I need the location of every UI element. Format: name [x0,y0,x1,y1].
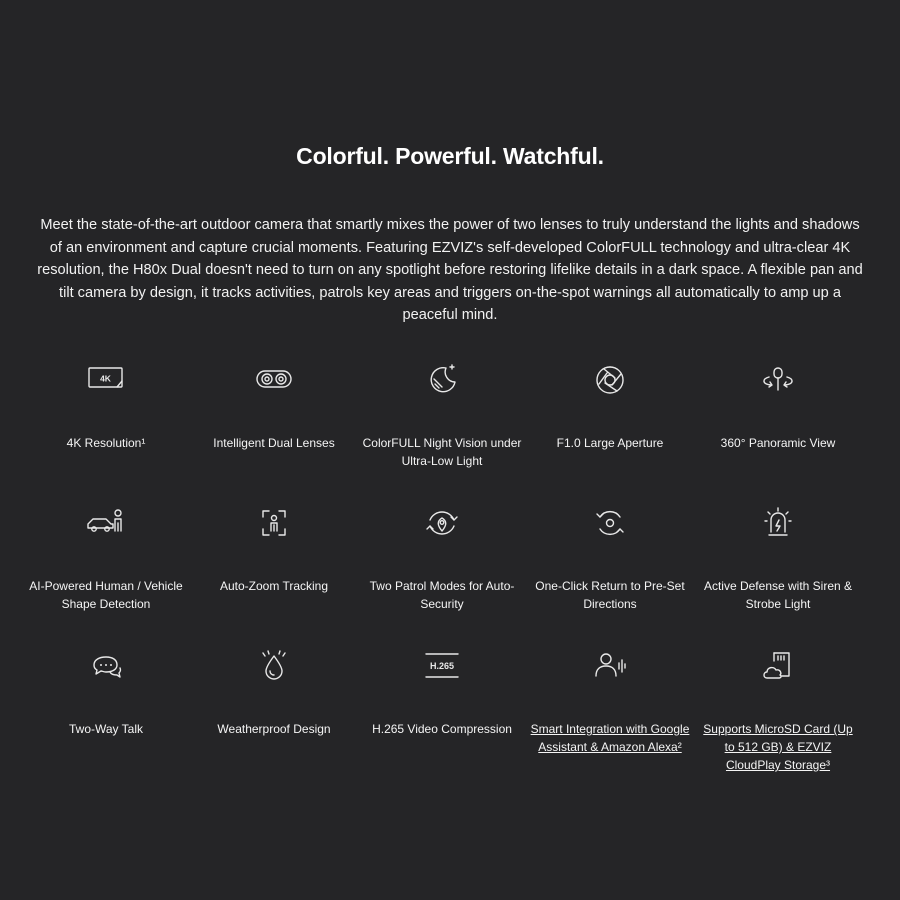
feature-grid [22,360,862,789]
feature-label: Active Defense with Siren & Strobe Light [703,579,853,611]
return-preset-icon [590,503,630,543]
feature-label: ColorFULL Night Vision under Ultra-Low Light [362,436,522,468]
h265-compression-icon [422,646,462,686]
feature-item-auto-zoom [190,503,358,646]
night-vision-moon-icon [422,360,462,400]
feature-item-two-way-talk [22,646,190,789]
feature-label: 360° Panoramic View [720,436,836,450]
feature-item-aperture [526,360,694,503]
svg-text:H.265: H.265 [429,661,455,671]
feature-item-h265 [358,646,526,789]
aperture-icon [590,360,630,400]
siren-strobe-icon [758,503,798,543]
4k-resolution-icon [86,360,126,400]
feature-item-night-vision [358,360,526,503]
feature-label: One-Click Return to Pre-Set Directions [535,579,685,611]
section-title: Colorful. Powerful. Watchful. [296,143,604,169]
microsd-cloud-icon [758,646,798,686]
auto-zoom-tracking-icon [254,503,294,543]
feature-item-patrol [358,503,526,646]
two-way-talk-icon [86,646,126,686]
panoramic-360-icon [758,360,798,400]
feature-label: F1.0 Large Aperture [556,436,664,450]
feature-label: H.265 Video Compression [372,722,512,736]
feature-label: Two Patrol Modes for Auto-Security [369,579,515,611]
feature-label: AI-Powered Human / Vehicle Shape Detection [29,579,183,611]
feature-label: 4K Resolution¹ [66,436,146,450]
voice-assistant-link[interactable]: Smart Integration with Google Assistant & Amazon Alexa² [530,722,690,754]
feature-item-dual-lenses [190,360,358,503]
feature-item-panoramic [694,360,862,503]
feature-item-voice-assistant[interactable] [526,646,694,789]
feature-label: Auto-Zoom Tracking [219,579,329,593]
feature-label: Intelligent Dual Lenses [213,436,335,450]
feature-label: Weatherproof Design [217,722,331,736]
dual-lens-icon [254,360,294,400]
patrol-modes-icon [422,503,462,543]
storage-link[interactable]: Supports MicroSD Card (Up to 512 GB) & EZVIZ CloudPlay Storage³ [703,722,853,772]
voice-assistant-icon [590,646,630,686]
svg-text:4K: 4K [100,373,111,384]
human-vehicle-detection-icon [86,503,126,543]
feature-item-weatherproof [190,646,358,789]
feature-label: Two-Way Talk [68,722,143,736]
feature-item-storage[interactable] [694,646,862,789]
feature-item-return-preset [526,503,694,646]
weatherproof-icon [254,646,294,686]
section-intro: Meet the state-of-the-art outdoor camera that smartly mixes the power of two lenses to truly understand the lights and shadows of an environment and capture crucial moments. Featuring EZVIZ's self-developed ColorFULL technology and ultra-clear 4K resolution, the H80x Dual doesn't need to turn on any spotlight before restoring lifelike details in a dark space. A flexible pan and tilt camera by design, it tracks activities, patrols key areas and triggers on-the-spot warnings all automatically to amp up a peaceful mind. [37,217,863,324]
feature-item-4k-resolution [22,360,190,503]
feature-item-human-vehicle [22,503,190,646]
feature-item-siren [694,503,862,646]
